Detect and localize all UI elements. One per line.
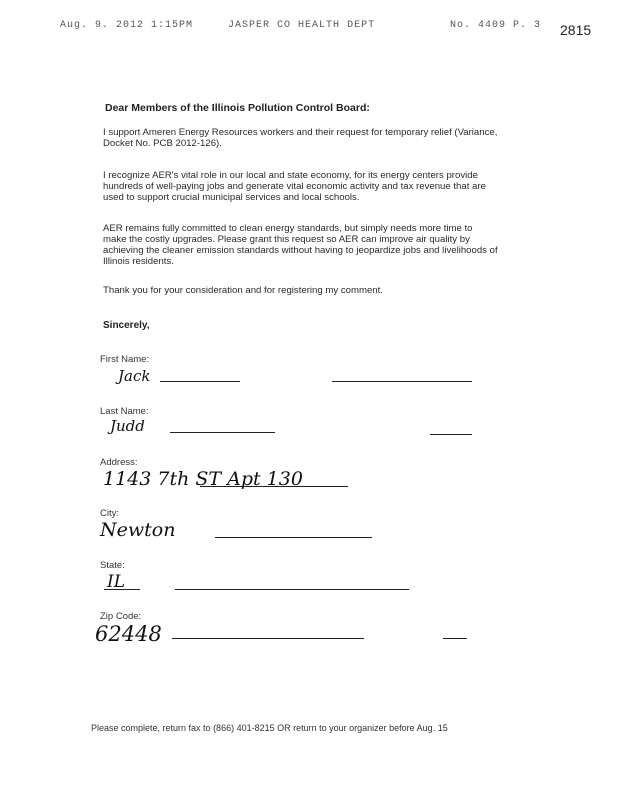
city-label: City: (100, 508, 119, 519)
fax-date-time: Aug. 9. 2012 1:15PM (60, 20, 194, 31)
paragraph-standards: AER remains fully committed to clean energy standards, but simply needs more time to make the costly upgrades. Please grant this request so AER can improve air quality by achieving the cleaner emission standards without having to jeopardize jobs and livelihoods of Illinois residents. (103, 223, 498, 267)
last-name-line-2 (430, 434, 472, 435)
zip-value: 62448 (95, 622, 162, 646)
paragraph-support: I support Ameren Energy Resources workers and their request for temporary relief (Variance, Docket No. PCB 2012-126). (103, 127, 498, 149)
first-name-line-2 (332, 381, 472, 382)
state-value: IL (107, 572, 126, 592)
state-label: State: (100, 560, 125, 571)
fax-sender: JASPER CO HEALTH DEPT (228, 20, 376, 31)
last-name-value: Judd (110, 417, 145, 435)
paragraph-economy: I recognize AER's vital role in our local and state economy, for its energy centers provide hundreds of well-paying jobs and generate vital economic activity and tax revenue that are used to support crucial municipal services and local schools. (103, 170, 486, 203)
address-label: Address: (100, 457, 138, 468)
first-name-line (160, 381, 240, 382)
state-line-short (104, 589, 140, 590)
address-line (200, 486, 348, 487)
city-value: Newton (100, 519, 176, 541)
fax-header (60, 20, 542, 31)
zip-line-2 (443, 638, 467, 639)
city-line (215, 537, 372, 538)
footer-instructions: Please complete, return fax to (866) 401-8215 OR return to your organizer before Aug. 15 (91, 723, 448, 733)
fax-page-info: No. 4409 P. 3 (450, 20, 542, 31)
state-line (175, 589, 409, 590)
first-name-label: First Name: (100, 354, 150, 365)
last-name-line (170, 432, 275, 433)
zip-label: Zip Code: (100, 611, 142, 622)
salutation: Dear Members of the Illinois Pollution Control Board: (105, 102, 370, 114)
first-name-value: Jack (118, 367, 151, 385)
address-value: 1143 7th ST Apt 130 (103, 468, 303, 490)
last-name-label: Last Name: (100, 406, 149, 417)
zip-line (172, 638, 364, 639)
paragraph-thanks: Thank you for your consideration and for registering my comment. (103, 285, 383, 296)
page-number: 2815 (560, 22, 592, 38)
closing: Sincerely, (103, 320, 150, 331)
